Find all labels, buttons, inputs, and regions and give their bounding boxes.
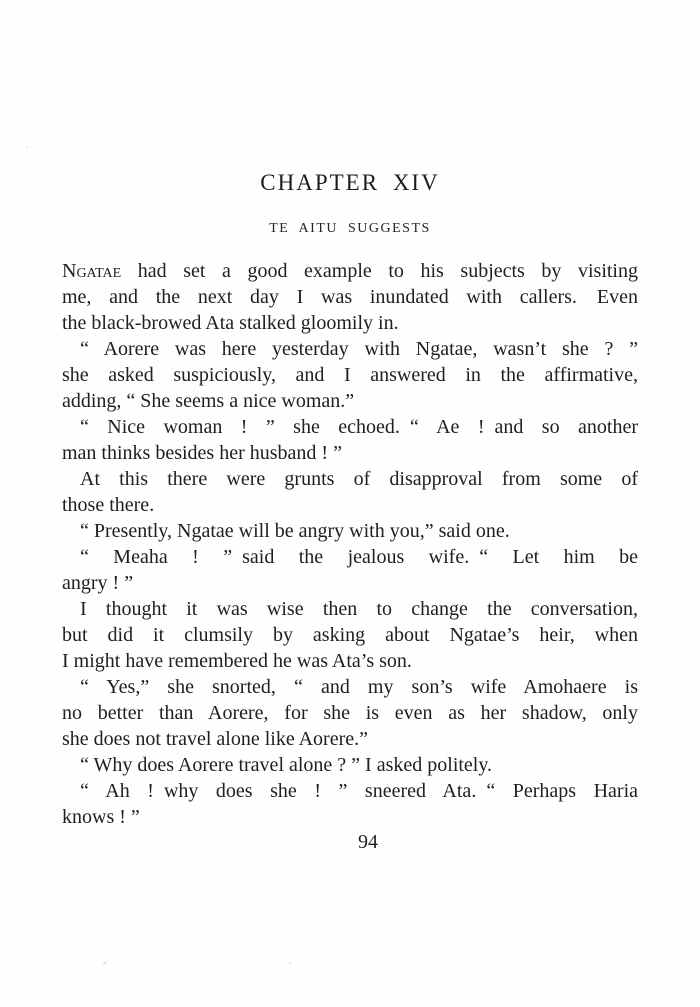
text-line: “ Aorere was here yesterday with Ngatae, wasn’t she ? ”: [80, 338, 638, 360]
text-line: but did it clumsily by asking about Ngatae’s heir, when: [62, 624, 638, 646]
text-line: those there.: [62, 494, 155, 516]
text-line: angry ! ”: [62, 572, 134, 594]
text-line: “ Why does Aorere travel alone ? ” I asked politely.: [80, 754, 493, 776]
text-line: I thought it was wise then to change the conversation,: [80, 598, 638, 620]
scan-speck: [289, 962, 291, 964]
scan-speck: [26, 146, 28, 148]
text-line: [62, 258, 638, 284]
text-line: “ Yes,” she snorted, “ and my son’s wife Amohaere is: [80, 676, 638, 698]
chapter-title: CHAPTER XIV: [260, 170, 440, 195]
text-line: the black-browed Ata stalked gloomily in.: [62, 312, 399, 334]
text-line: “ Meaha ! ” said the jealous wife. “ Let him be: [80, 546, 638, 568]
text-line: she asked suspiciously, and I answered in the affirmative,: [62, 364, 638, 386]
text-line: she does not travel alone like Aorere.”: [62, 728, 368, 750]
text-line: I might have remembered he was Ata’s son.: [62, 650, 412, 672]
text-line: “ Ah ! why does she ! ” sneered Ata. “ Perhaps Haria: [80, 780, 638, 802]
lead-word: Ngatae: [62, 260, 122, 282]
text-line: “ Nice woman ! ” she echoed. “ Ae ! and so another: [80, 416, 638, 438]
text-line: adding, “ She seems a nice woman.”: [62, 390, 355, 412]
scan-speck: [103, 962, 106, 964]
section-title: TE AITU SUGGESTS: [269, 221, 431, 236]
text-line: no better than Aorere, for she is even as her shadow, only: [62, 702, 638, 724]
text-line: At this there were grunts of disapproval from some of: [80, 468, 638, 490]
body-text: [62, 258, 638, 830]
text-line: man thinks besides her husband ! ”: [62, 442, 342, 464]
text-line: me, and the next day I was inundated with callers. Even: [62, 286, 638, 308]
page-number: 94: [358, 831, 378, 853]
text-line: “ Presently, Ngatae will be angry with you,” said one.: [80, 520, 510, 542]
text-line-segment: had set a good example to his subjects by visiting: [121, 260, 638, 282]
text-line: knows ! ”: [62, 806, 140, 828]
